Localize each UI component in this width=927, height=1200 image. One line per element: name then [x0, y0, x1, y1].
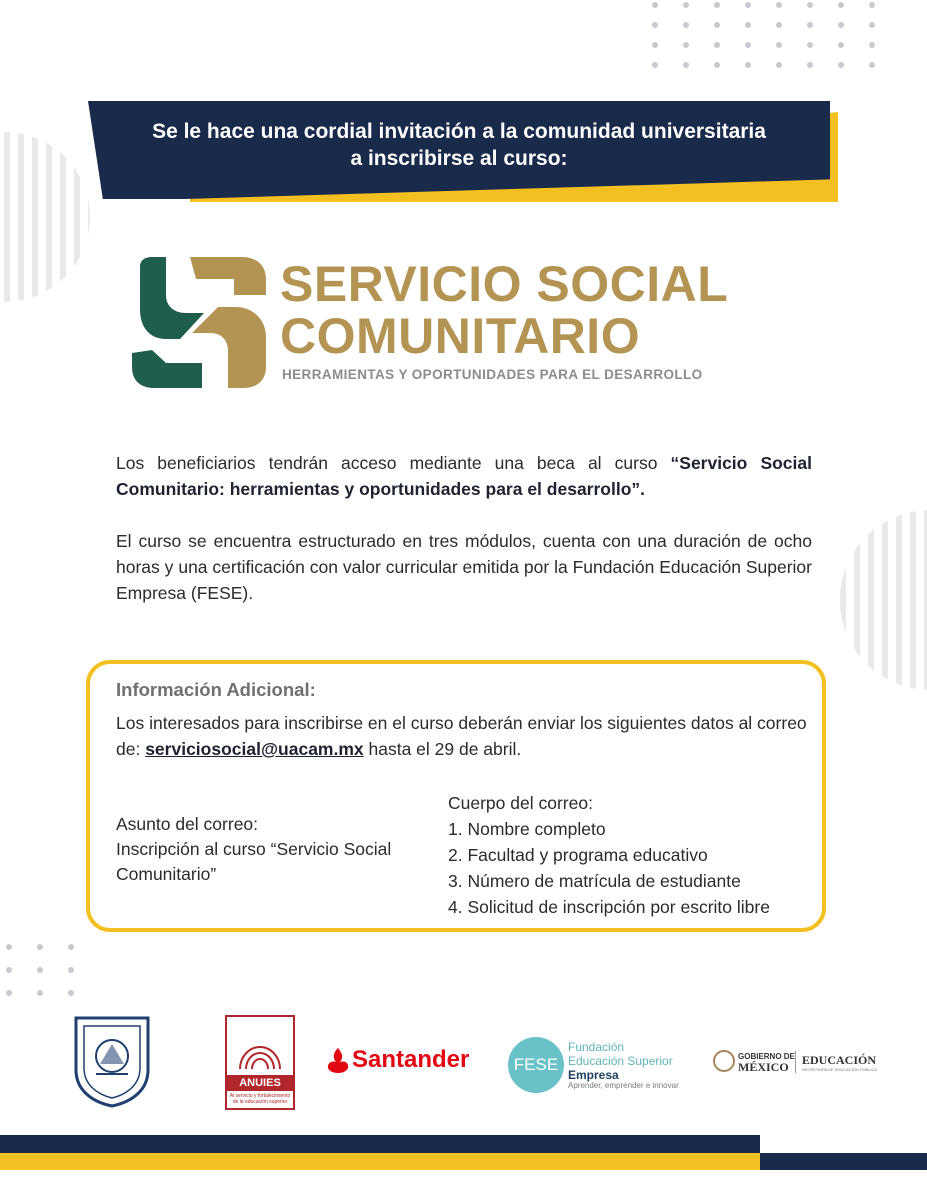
banner-line-2: a inscribirse al curso: — [350, 147, 568, 170]
course-title-line-2: COMUNITARIO — [280, 308, 641, 364]
educacion-label: EDUCACIÓN — [802, 1053, 877, 1067]
course-title-line-1: SERVICIO SOCIAL — [280, 256, 729, 312]
course-subtitle: HERRAMIENTAS Y OPORTUNIDADES PARA EL DESARROLLO — [282, 367, 703, 382]
info-text — [116, 710, 816, 762]
footer-navy-stripe — [0, 1135, 760, 1153]
info-text-after: hasta el 29 de abril. — [363, 739, 522, 759]
fese-name-line-3: Empresa — [568, 1068, 619, 1082]
fese-name-line-1: Fundación — [568, 1040, 625, 1054]
dot-pattern-bottom — [6, 944, 74, 996]
list-item: 3. Número de matrícula de estudiante — [448, 871, 741, 891]
course-title — [280, 258, 728, 362]
structure-paragraph: El curso se encuentra estructurado en tres módulos, cuenta con una duración de ocho horas y una certificación con valor curricular emitida por la Fundación Educación Superior Empresa (FESE). — [116, 531, 812, 603]
anuies-name: ANUIES — [227, 1075, 293, 1091]
dot-pattern-top — [652, 2, 875, 68]
anuies-tagline: Al servicio y fortalecimiento de la educación superior — [229, 1093, 291, 1105]
fese-tagline: Aprender, emprender e innovar — [568, 1081, 679, 1090]
body-label: Cuerpo del correo: — [448, 793, 593, 813]
footer-navy-accent — [760, 1153, 927, 1170]
anuies-logo — [225, 1015, 295, 1110]
santander-logo: Santander — [352, 1046, 470, 1073]
banner-text — [88, 118, 830, 172]
course-logo-icon — [130, 255, 268, 390]
mexico-seal-icon — [713, 1050, 735, 1072]
banner-line-1: Se le hace una cordial invitación a la comunidad universitaria — [152, 120, 766, 143]
gobierno-label: GOBIERNO DE — [738, 1052, 795, 1061]
sep-label: SECRETARÍA DE EDUCACIÓN PÚBLICA — [802, 1067, 878, 1072]
fese-logo-mark: FESE — [508, 1037, 564, 1093]
intro-paragraph — [116, 450, 812, 502]
info-heading: Información Adicional: — [116, 679, 316, 700]
course-name: “Servicio Social Comunitario: herramientas y oportunidades para el desarrollo”. — [116, 453, 812, 499]
email-link[interactable]: serviciosocial@uacam.mx — [145, 739, 364, 759]
striped-circle-left — [0, 132, 90, 302]
santander-flame-icon — [326, 1046, 350, 1074]
fese-name — [568, 1040, 708, 1068]
anuies-arcs-icon — [227, 1017, 293, 1073]
striped-circle-right — [840, 510, 927, 690]
list-item: 1. Nombre completo — [448, 819, 606, 839]
subject-value: Inscripción al curso “Servicio Social Comunitario” — [116, 839, 392, 884]
uac-seal-logo — [72, 1014, 152, 1108]
intro-lead: Los beneficiarios tendrán acceso mediante una beca al curso — [116, 453, 671, 473]
subject-label: Asunto del correo: — [116, 814, 259, 834]
email-subject — [116, 812, 436, 887]
list-item: 4. Solicitud de inscripción por escrito libre — [448, 897, 770, 917]
logo-divider — [795, 1051, 796, 1073]
list-item: 2. Facultad y programa educativo — [448, 845, 708, 865]
fese-name-line-2: Educación Superior — [568, 1054, 673, 1068]
info-text-before: Los interesados para inscribirse en el curso deberán enviar los siguientes datos al correo de: — [116, 713, 807, 759]
mexico-label: MÉXICO — [738, 1060, 789, 1074]
email-body-list — [448, 790, 828, 920]
